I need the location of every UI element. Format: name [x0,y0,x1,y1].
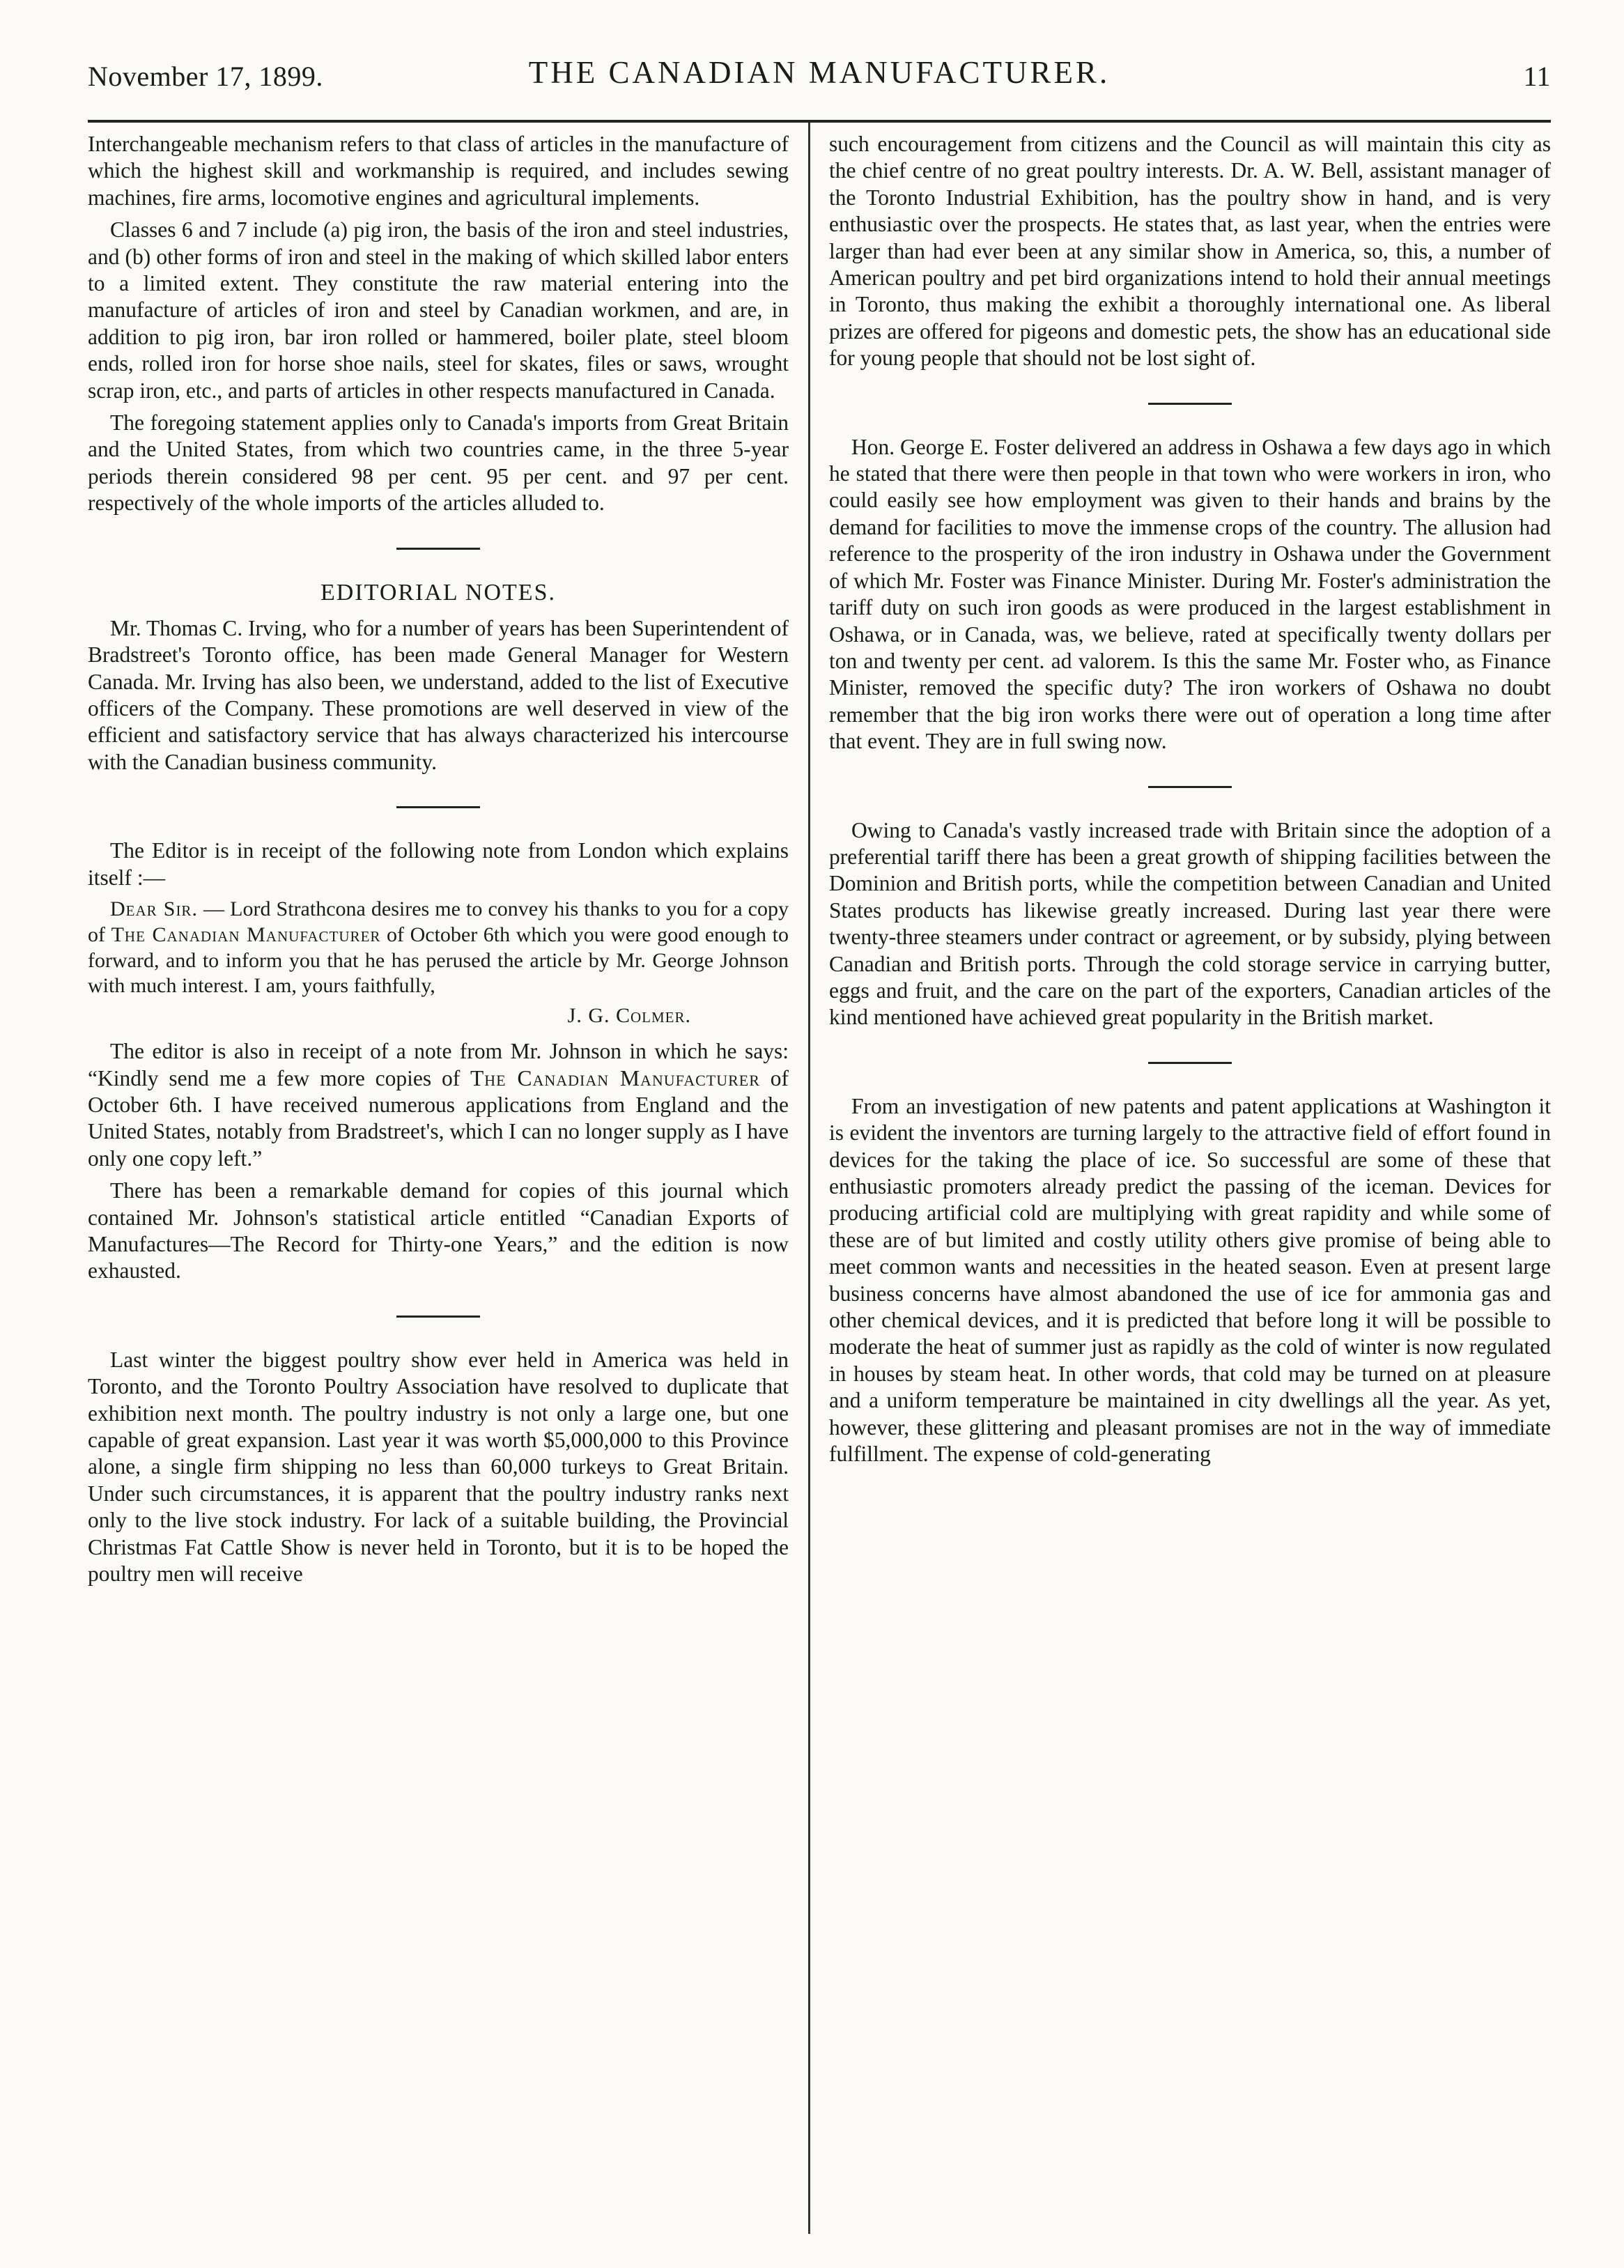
left-column [88,131,789,2260]
section-separator [1148,403,1232,405]
issue-date: November 17, 1899. [88,61,323,92]
paragraph-johnson-note [88,1038,789,1172]
header-rule [88,120,1551,123]
paragraph-artificial-cold: From an investigation of new patents and patent applications at Washington it is evident the inventors are turning largely to the attractive field of effort found in devices for the taking the place of ice. So successful are some of these that enthusiastic promoters already predict the passing of the iceman. Devices for producing artificial cold are multiplying with great rapidity and while some of these are of but limited and costly utility others give promise of being able to meet common wants and necessities in the heated season. Even at present large business concerns have almost abandoned the use of ice for ammonia gas and other chemical devices, and it is predicted that before long it will be possible to moderate the heat of summer just as rapidly as the cold of winter is now regulated in houses by steam heat. In other words, that cold may be turned on at pleasure and a uniform temperature be maintained in city dwellings all the year. As yet, however, these glittering and pleasant promises are not in the way of immediate fulfillment. The expense of cold-generating [829,1093,1551,1467]
paragraph-classes-6-7: Classes 6 and 7 include (a) pig iron, the basis of the iron and steel industries, and (b) other forms of iron and steel in the making of which skilled labor enters to a limited extent. They constitute the raw material entering into the manufacture of articles of iron and steel by Canadian workmen, and are, in addition to pig iron, bar iron rolled or hammered, boiler plate, steel bloom ends, rolled iron for horse shoe nails, steel for skates, files or saws, wrought scrap iron, etc., and parts of articles in other respects manufactured in Canada. [88,217,789,403]
page-header [88,54,1551,103]
johnson-note-journal: The Canadian Manufacturer [470,1065,760,1090]
letter-body-a: — Lord Strathcona desires me to convey his thanks to you for a copy of [88,897,789,946]
paragraph-irving: Mr. Thomas C. Irving, who for a number of years has been Superintendent of Bradstreet's Toronto office, has been made General Manager for Western Canada. Mr. Irving has also been, we understand, added to the list of Executive officers of the Company. These promotions are well deserved in view of the efficient and satisfactory service that has always characterized his intercourse with the Canadian business community. [88,615,789,774]
paragraph-poultry-continued: such encouragement from citizens and the Council as will maintain this city as the chief centre of no great poultry interests. Dr. A. W. Bell, assistant manager of the Toronto Industrial Exhibition, has the poultry show in hand, and is very enthusiastic over the prospects. He states that, as last year, when the entries were larger than had ever been at any similar show in America, so, this, a number of American poultry and pet bird organizations intend to hold their annual meetings in Toronto, thus making the exhibit a thoroughly international one. As liberal prizes are offered for pigeons and domestic pets, the show has an educational side for young people that should not be lost sight of. [829,132,1551,371]
paragraph-remarkable-demand: There has been a remarkable demand for copies of this journal which contained Mr. Johnson's statistical article entitled “Canadian Exports of Manufactures—The Record for Thirty-one Years,” and the edition is now exhausted. [88,1178,789,1283]
letter-body-b: of October 6th which you were good enough to forward, and to inform you that he has perused the article by Mr. George Johnson with much interest. I am, yours faithfully, [88,923,789,998]
letter-salutation: Dear Sir. [110,897,198,920]
paragraph-foster-oshawa: Hon. George E. Foster delivered an address in Oshawa a few days ago in which he stated that there were then people in that town who were workers in iron, who could easily see how employment was given to their hands and brains by the demand for facilities to move the immense crops of the country. The allusion had reference to the prosperity of the iron industry in Oshawa under the Government of which Mr. Foster was Finance Minister. During Mr. Foster's administration the tariff duty on such iron goods as were produced in the largest establishment in Oshawa, or in Canada, was, we believe, rated at specifically twenty dollars per ton and twenty per cent. ad valorem. Is this the same Mr. Foster who, as Finance Minister, removed the specific duty? The iron workers of Oshawa no doubt remember that the big iron works there were out of operation a long time after that event. They are in full swing now. [829,434,1551,754]
section-separator [396,548,480,550]
section-separator [1148,1062,1232,1064]
page-number: 11 [1523,61,1551,92]
column-divider [808,123,810,2234]
paragraph-poultry-show: Last winter the biggest poultry show ever held in America was held in Toronto, and the Toronto Poultry Association have resolved to duplicate that exhibition next month. The poultry industry is not only a large one, but one capable of great expansion. Last year it was worth $5,000,000 to this Province alone, a single firm shipping no less than 60,000 turkeys to Great Britain. Under such circumstances, it is apparent that the poultry industry ranks next only to the live stock industry. For lack of a suitable building, the Provincial Christmas Fat Cattle Show is never held in Toronto, but it is to be hoped the poultry men will receive [88,1347,789,1587]
strathcona-letter [88,897,789,999]
letter-journal-name: The Canadian Manufacturer [111,923,381,946]
paragraph-britain-trade: Owing to Canada's vastly increased trade with Britain since the adoption of a preferential tariff there has been a great growth of shipping facilities between the Dominion and British ports, while the competition between Canadian and United States products has likewise greatly increased. During last year there were twenty-three steamers under contract or agreement, or by subsidy, plying between Canadian and British ports. Through the cold storage service in carrying butter, eggs and fruit, and the care on the part of the exporters, Canadian articles of the kind mentioned have achieved great popularity in the British market. [829,817,1551,1030]
right-column [829,131,1551,2260]
section-separator [396,806,480,808]
paragraph-foregoing-statement: The foregoing statement applies only to Canada's imports from Great Britain and the United States, from which two countries came, in the three 5-year periods therein considered 98 per cent. 95 per cent. and 97 per cent. respectively of the whole imports of the articles alluded to. [88,410,789,516]
johnson-note-b: of October 6th. I have received numerous applications from England and the United States, notably from Bradstreet's, which I can no longer supply as I have only one copy left.” [88,1065,789,1171]
letter-signature: J. G. Colmer. [567,1004,691,1028]
section-separator [396,1316,480,1318]
section-separator [1148,786,1232,788]
paragraph-interchangeable-mechanism: Interchangeable mechanism refers to that class of articles in the manufacture of which the highest skill and workmanship is required, and includes sewing machines, fire arms, locomotive engines and agricultural implements. [88,132,789,210]
johnson-note-a: The editor is also in receipt of a note from Mr. Johnson in which he says: “Kindly send me a few more copies of [88,1039,789,1090]
paragraph-editor-note: The Editor is in receipt of the following note from London which explains itself :— [88,838,789,890]
publication-title: THE CANADIAN MANUFACTURER. [528,55,1111,90]
editorial-notes-heading: EDITORIAL NOTES. [320,579,556,605]
